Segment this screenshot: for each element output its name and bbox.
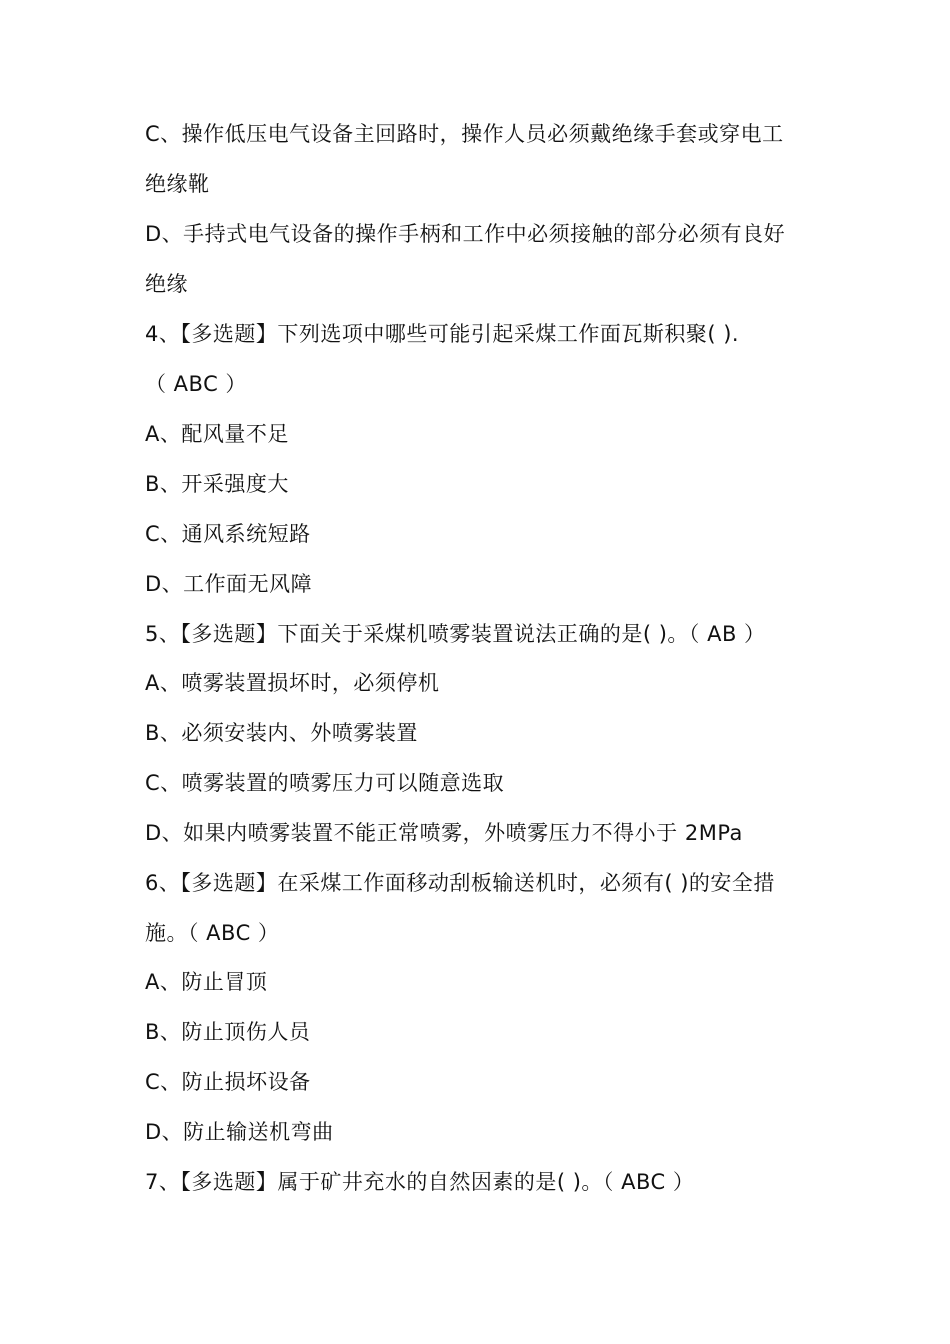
- q5-option-c: C、喷雾装置的喷雾压力可以随意选取: [145, 771, 505, 795]
- q6-option-b: B、防止顶伤人员: [145, 1020, 311, 1044]
- q4-answer: （ ABC ）: [145, 372, 247, 396]
- q6-question-line2: 施。（ ABC ）: [145, 921, 280, 945]
- q4-question: 4、【多选题】下列选项中哪些可能引起采煤工作面瓦斯积聚( ).: [145, 322, 740, 346]
- q3-option-c-line2: 绝缘靴: [145, 172, 210, 196]
- q6-option-a: A、防止冒顶: [145, 970, 268, 994]
- q5-option-d: D、如果内喷雾装置不能正常喷雾，外喷雾压力不得小于 2MPa: [145, 821, 743, 845]
- q6-option-c: C、防止损坏设备: [145, 1070, 311, 1094]
- q3-option-c-line1: C、操作低压电气设备主回路时，操作人员必须戴绝缘手套或穿电工: [145, 122, 784, 146]
- q4-option-a: A、配风量不足: [145, 422, 289, 446]
- q4-option-d: D、工作面无风障: [145, 572, 313, 596]
- q3-option-d-line1: D、手持式电气设备的操作手柄和工作中必须接触的部分必须有良好: [145, 222, 786, 246]
- q3-option-d-line2: 绝缘: [145, 272, 188, 296]
- q5-option-a: A、喷雾装置损坏时，必须停机: [145, 671, 440, 695]
- q7-question: 7、【多选题】属于矿井充水的自然因素的是( )。（ ABC ）: [145, 1170, 695, 1194]
- q5-question: 5、【多选题】下面关于采煤机喷雾装置说法正确的是( )。（ AB ）: [145, 622, 766, 646]
- q4-option-c: C、通风系统短路: [145, 522, 311, 546]
- q6-question-line1: 6、【多选题】在采煤工作面移动刮板输送机时，必须有( )的安全措: [145, 871, 775, 895]
- q6-option-d: D、防止输送机弯曲: [145, 1120, 334, 1144]
- q5-option-b: B、必须安装内、外喷雾装置: [145, 721, 418, 745]
- q4-option-b: B、开采强度大: [145, 472, 289, 496]
